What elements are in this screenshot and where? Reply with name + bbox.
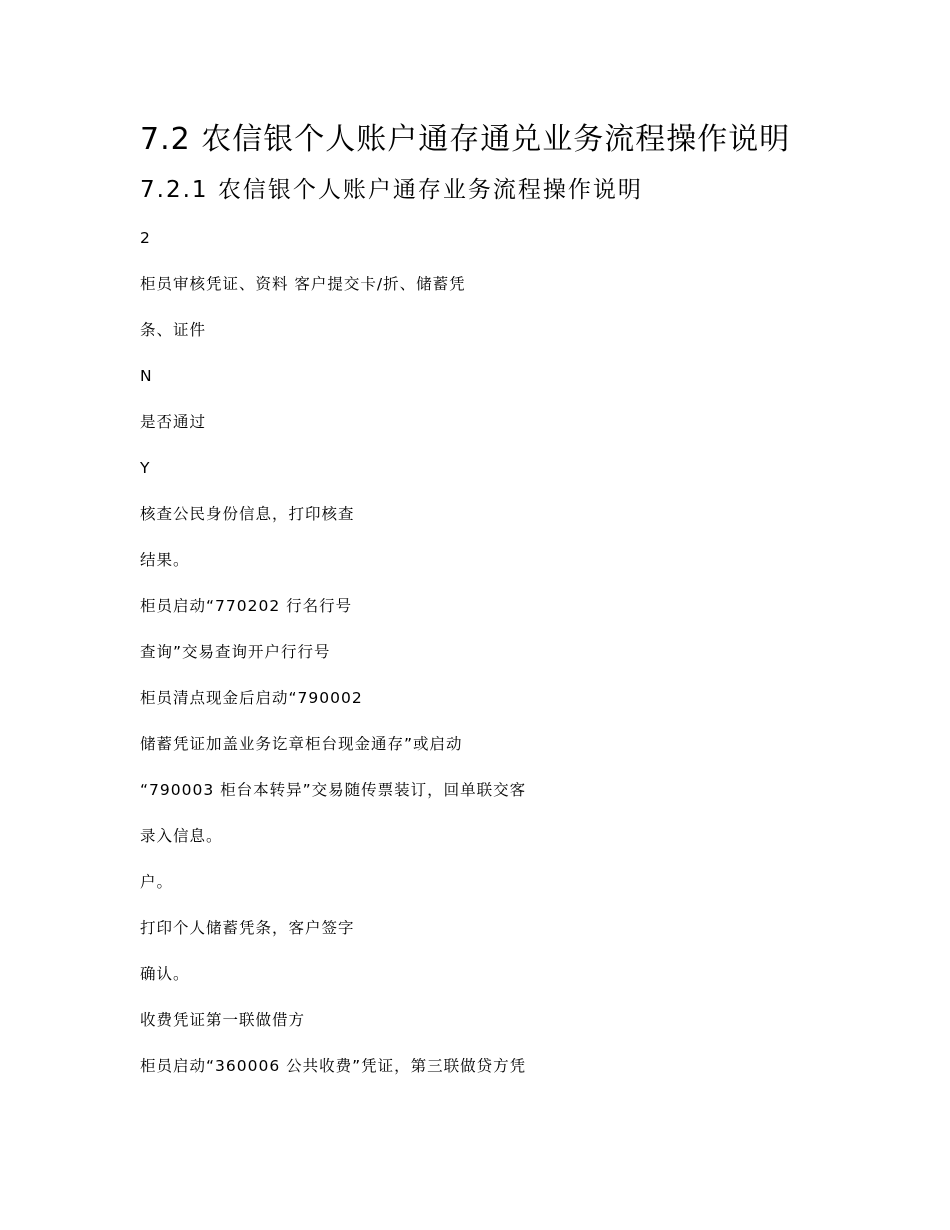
text-line: Y — [140, 459, 151, 477]
text-line: 核查公民身份信息，打印核查 — [140, 505, 355, 523]
text-line: 结果。 — [140, 551, 190, 569]
text-line: 柜员启动“360006 公共收费”凭证，第三联做贷方凭 — [140, 1057, 527, 1075]
text-line: 录入信息。 — [140, 827, 223, 845]
text-line: N — [140, 367, 153, 385]
subsection-heading: 7.2.1 农信银个人账户通存业务流程操作说明 — [140, 177, 643, 203]
text-line: 柜员审核凭证、资料 客户提交卡/折、储蓄凭 — [140, 275, 466, 293]
text-line: 打印个人储蓄凭条，客户签字 — [140, 919, 355, 937]
text-line: 柜员启动“770202 行名行号 — [140, 597, 353, 615]
text-line: 确认。 — [140, 965, 190, 983]
text-line: 2 — [140, 229, 151, 247]
text-line: 储蓄凭证加盖业务讫章柜台现金通存”或启动 — [140, 735, 463, 753]
text-line: 是否通过 — [140, 413, 207, 431]
text-line: 收费凭证第一联做借方 — [140, 1011, 306, 1029]
text-line: 查询”交易查询开户行行号 — [140, 643, 331, 661]
section-heading: 7.2 农信银个人账户通存通兑业务流程操作说明 — [140, 122, 791, 157]
text-line: “790003 柜台本转异”交易随传票装订，回单联交客 — [140, 781, 527, 799]
text-line: 户。 — [140, 873, 174, 891]
text-line: 柜员清点现金后启动“790002 — [140, 689, 363, 707]
text-line: 条、证件 — [140, 321, 207, 339]
flow-text-list — [140, 226, 526, 1100]
